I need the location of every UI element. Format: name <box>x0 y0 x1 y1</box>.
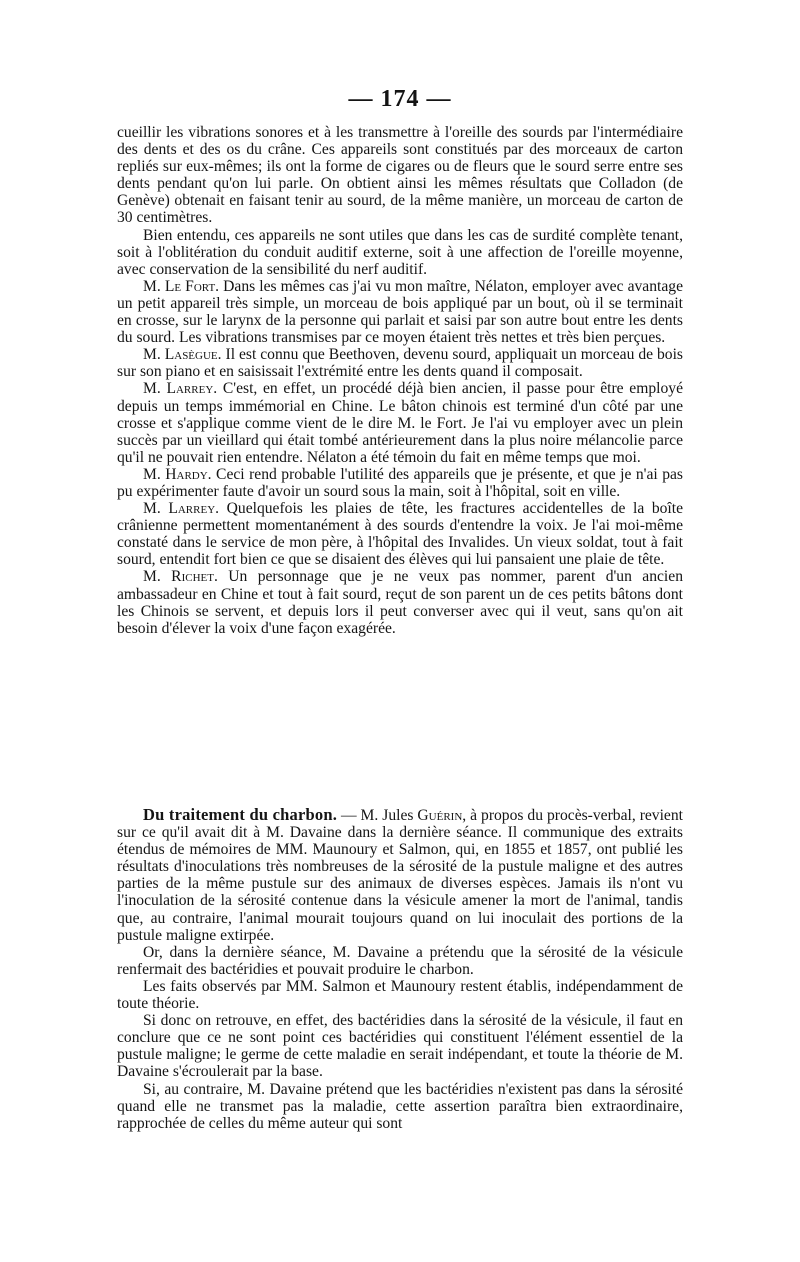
paragraph: cueillir les vibrations sonores et à les transmettre à l'oreille des sourds par l'intermédiaire des dents et des os du crâne. Ces appareils sont constitués par des morceaux de carton repliés sur eux-mêmes; ils ont la forme de cigares ou de fleurs que le sourd serre entre ses dents pendant qu'on lui parle. On obtient ainsi les mêmes résultats que Colladon (de Genève) obtenait en faisant tenir au sourd, de la même manière, un morceau de carton de 30 centimètres. <box>117 124 683 227</box>
paragraph <box>117 466 683 500</box>
speaker-name: M. Hardy. <box>143 465 212 483</box>
speaker-name: M. Larrey. <box>143 500 220 518</box>
paragraph: Si, au contraire, M. Davaine prétend que les bactéridies n'existent pas dans la sérosité quand elle ne transmet pas la maladie, cette assertion paraîtra bien extraordinaire, rapprochée de celles du même auteur qui sont <box>117 1080 683 1132</box>
page-number: — 174 — <box>348 86 452 112</box>
speaker-name: M. Larrey. <box>143 380 218 398</box>
paragraph-text: Il est connu que Beethoven, devenu sourd, appliquait un morceau de bois sur son piano et en saisissait l'extrémité entre les dents quand il composait. <box>117 346 684 381</box>
paragraph-text: Ceci rend probable l'utilité des appareils que je présente, et que je n'ai pas pu expérimenter faute d'avoir un sourd sous la main, soit à l'hôpital, soit en ville. <box>117 465 683 500</box>
paragraph-text: Quelquefois les plaies de tête, les fractures accidentelles de la boîte crânienne permettent momentanément à des sourds d'entendre la voix. Je l'ai moi-même constaté dans le service de mon père, à l'hôpital des Invalides. Un vieux soldat, tout à fait sourd, entendit fort bien ce que se disaient des élèves qui lui pansaient une plaie de tête. <box>117 500 684 569</box>
paragraph-text: C'est, en effet, un procédé déjà bien ancien, il passe pour être employé depuis un temps immémorial en Chine. Le bâton chinois est terminé d'un côté par une crosse et s'applique comme vient de le dire M. le Fort. Je l'ai vu employer avec un plein succès par un vieillard qui était tombé antérieurement dans la plus noire mélancolie parce qu'il ne pouvait rien entendre. Nélaton a été témoin du fait en même temps que moi. <box>117 380 683 466</box>
paragraph <box>117 380 683 465</box>
discussion-section <box>117 124 683 637</box>
paragraph-text: , à propos du procès-verbal, revient sur ce qu'il avait dit à M. Davaine dans la dernière séance. Il communique des extraits étendus de mémoires de MM. Maunoury et Salmon, qui, en 1855 et 1857, ont publié les résultats d'inoculations très nombreuses de la sérosité de la pustule maligne et des autres parties de la même pustule sur des animaux de diverses espèces. Jamais ils n'ont vu l'inoculation de la sérosité contenue dans la vésicule amener la mort de l'animal, tandis que, au contraire, l'animal mourait toujours quand on lui inoculait des portions de la pustule maligne extirpée. <box>117 807 683 944</box>
paragraph: Si donc on retrouve, en effet, des bactéridies dans la sérosité de la vésicule, il faut en conclure que ce ne sont point ces bactéridies qui constituent l'élément essentiel de la pustule maligne; le germe de cette maladie en serait indépendant, et toute la théorie de M. Davaine s'écroulerait par la base. <box>117 1012 683 1081</box>
section-intro-paragraph <box>117 806 683 944</box>
paragraph-text: Dans les mêmes cas j'ai vu mon maître, Nélaton, employer avec avantage un petit appareil très simple, un morceau de bois appliqué par un bout, où il se terminait en crosse, sur le larynx de la personne qui parlait et saisi par son autre bout entre les dents du sourd. Les vibrations transmises par ce moyen étaient très nettes et très bien perçues. <box>117 277 683 347</box>
paragraph-text: Un personnage que je ne veux pas nommer, parent d'un ancien ambassadeur en Chine et tout à fait sourd, reçut de son parent un de ces petits bâtons dont les Chinois se servent, et depuis lors il peut converser avec qui il veut, sans qu'on ait besoin d'élever la voix d'une façon exagérée. <box>117 568 683 637</box>
section-heading: Du traitement du charbon. <box>143 805 338 824</box>
charbon-section <box>117 806 683 1132</box>
speaker-name: M. Lasègue. <box>143 346 222 364</box>
paragraph <box>117 500 683 568</box>
speaker-name: M. Richet. <box>143 568 218 586</box>
paragraph <box>117 568 683 636</box>
paragraph: Bien entendu, ces appareils ne sont utiles que dans les cas de surdité complète tenant, soit à l'oblitération du conduit auditif externe, soit à une affection de l'oreille moyenne, avec conservation de la sensibilité du nerf auditif. <box>117 226 683 278</box>
paragraph: Les faits observés par MM. Salmon et Maunoury restent établis, indépendamment de toute théorie. <box>117 977 683 1013</box>
author-name: Guérin <box>417 807 463 824</box>
paragraph <box>117 278 683 346</box>
paragraph-text: — M. Jules <box>337 807 418 824</box>
paragraph <box>117 346 683 380</box>
speaker-name: M. Le Fort. <box>143 277 220 295</box>
paragraph: Or, dans la dernière séance, M. Davaine a prétendu que la sérosité de la vésicule renfermait des bactéridies et pouvait produire le charbon. <box>117 943 683 978</box>
